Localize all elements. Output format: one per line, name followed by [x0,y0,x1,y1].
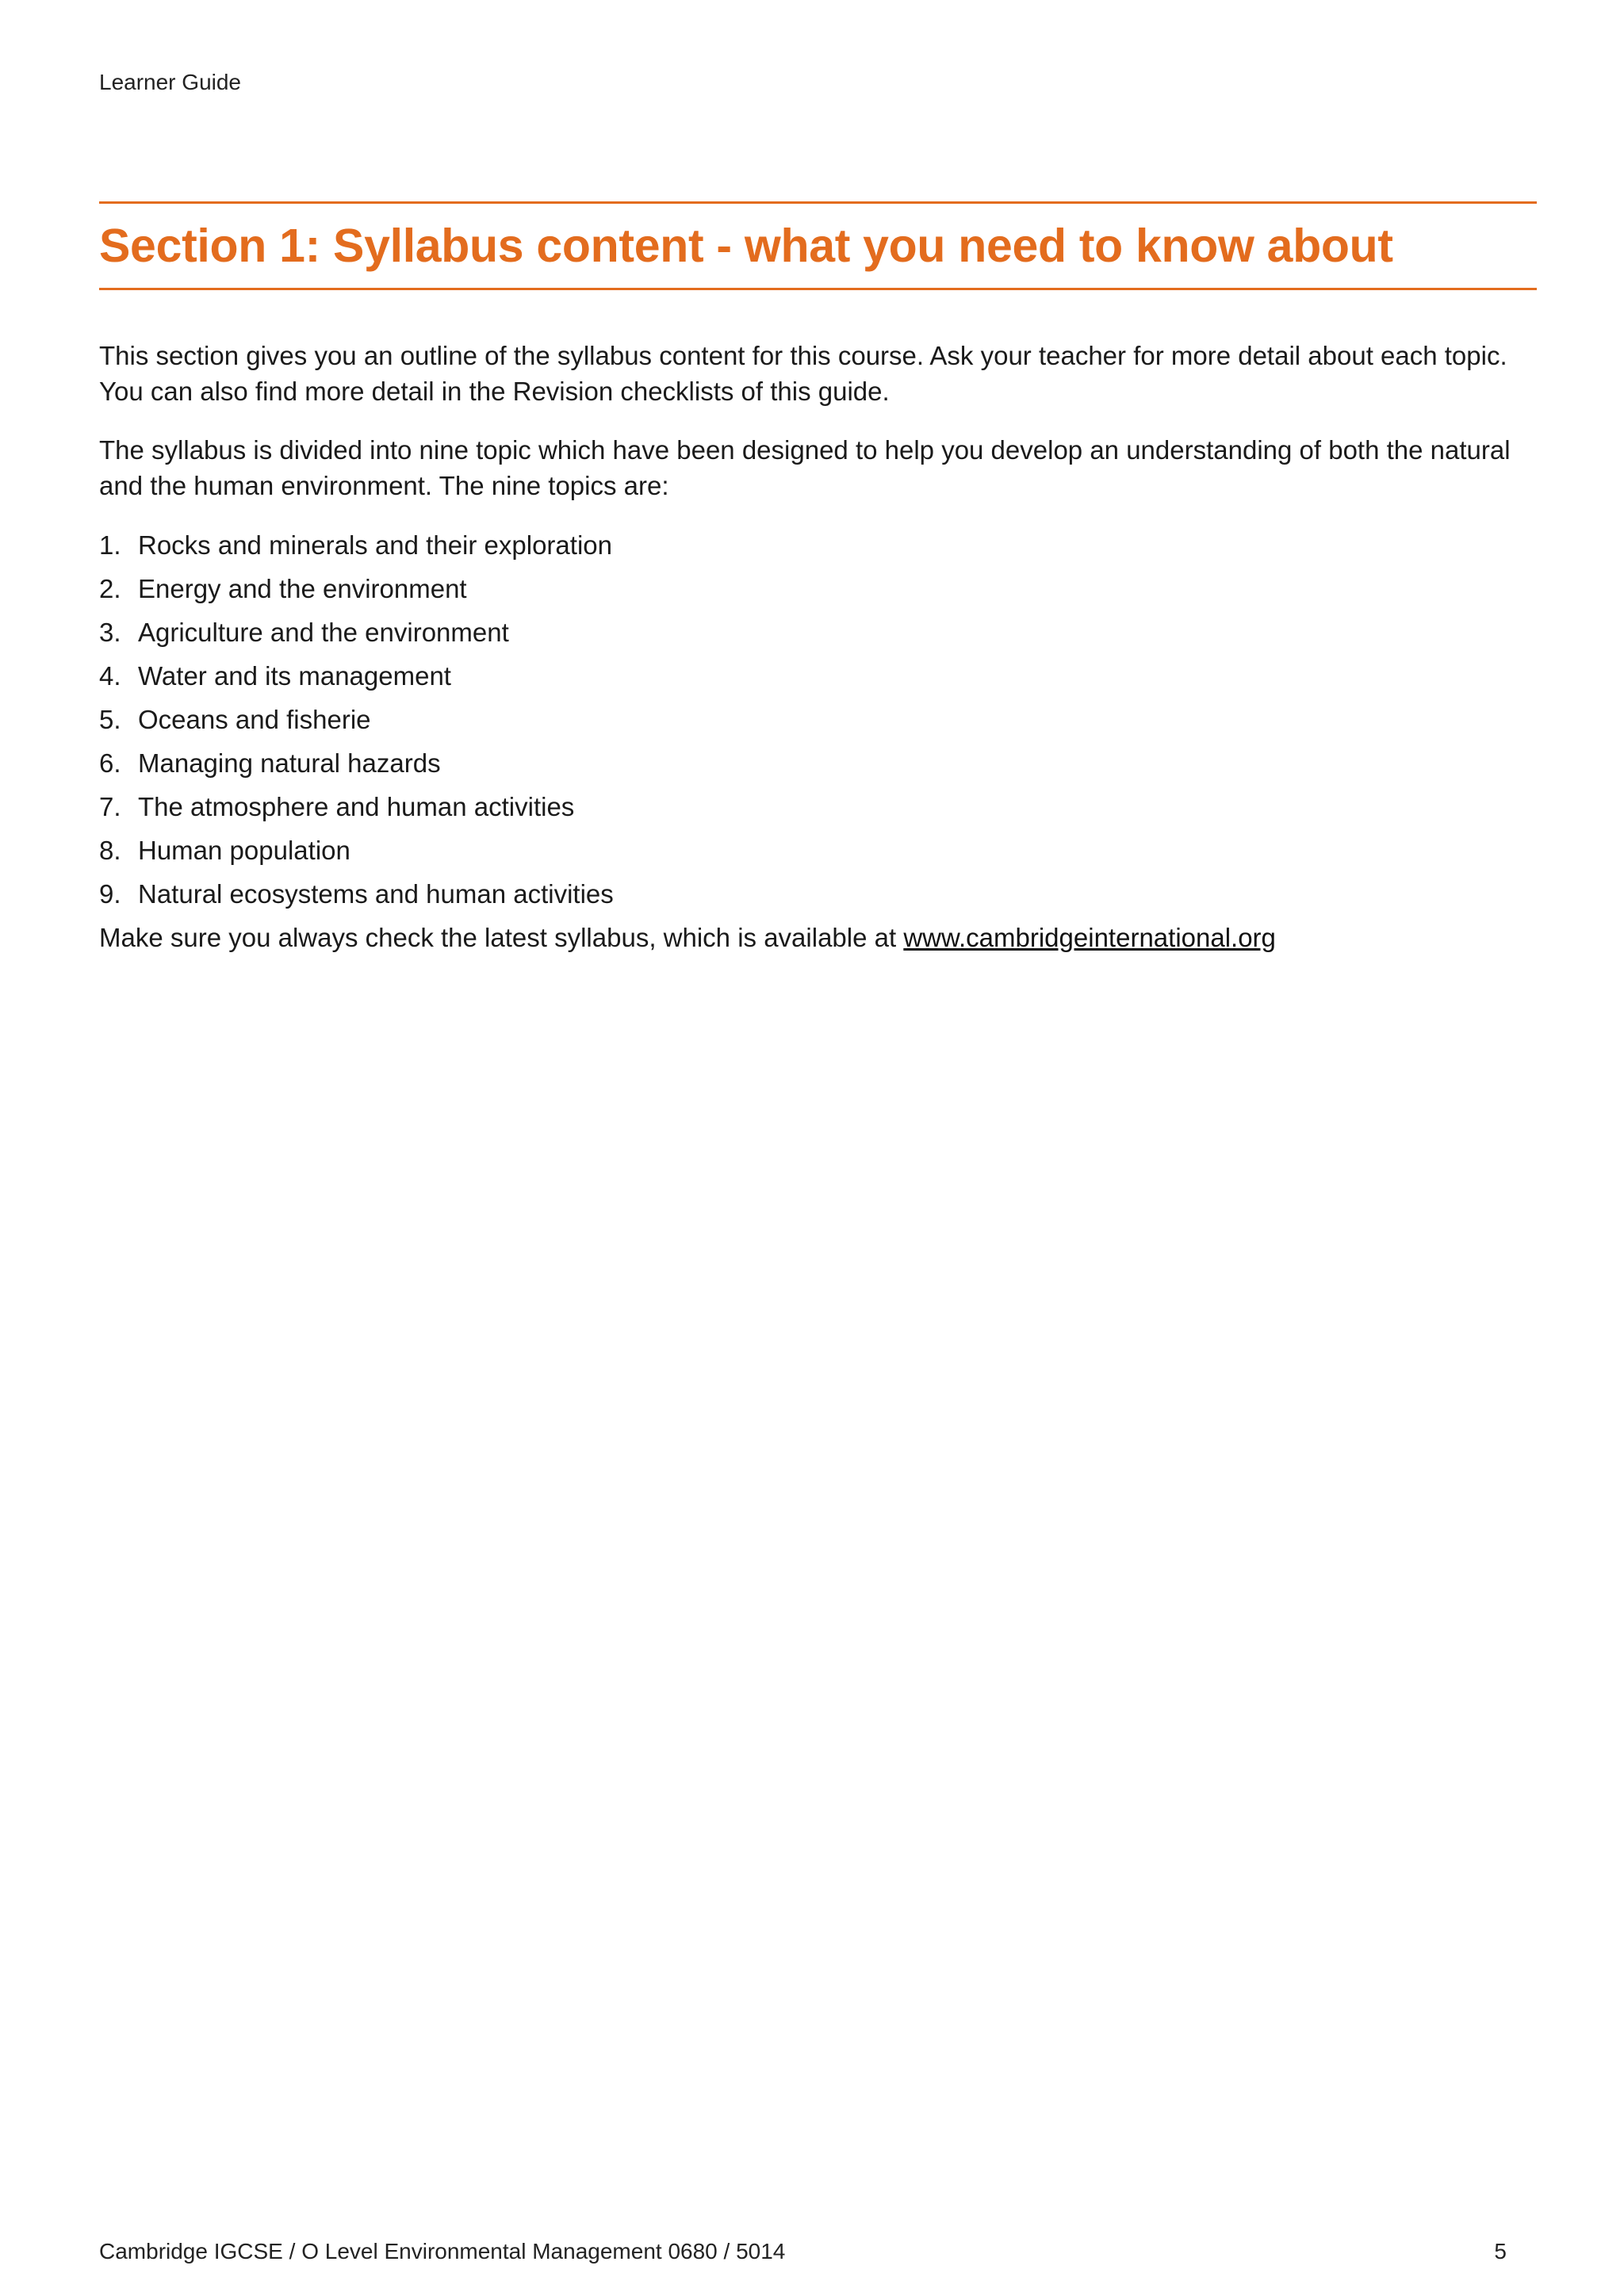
topic-label: Human population [138,836,350,865]
topic-number: 3. [99,618,121,647]
topics-intro-paragraph: The syllabus is divided into nine topic which have been designed to help you develop an understanding of both the natural and the human environment. The nine topics are: [99,435,1511,500]
topic-label: Natural ecosystems and human activities [138,879,614,909]
list-item [99,658,614,702]
list-item [99,745,614,789]
list-item [99,832,614,876]
check-note-text: Make sure you always check the latest syllabus, which is available at [99,923,904,952]
topic-label: The atmosphere and human activities [138,792,575,821]
page-number: 5 [1494,2239,1507,2263]
topic-label: Oceans and fisherie [138,705,371,734]
list-item [99,702,614,745]
topic-number: 8. [99,836,121,865]
intro-paragraph: This section gives you an outline of the syllabus content for this course. Ask your teacher for more detail about each topic. You can also find more detail in the Revision checklists of this guide. [99,341,1507,406]
title-rule-top [99,201,1537,204]
topic-number: 6. [99,748,121,778]
footer-document-title: Cambridge IGCSE / O Level Environmental Management 0680 / 5014 [99,2239,786,2263]
topic-label: Energy and the environment [138,574,467,603]
title-rule-bottom [99,288,1537,290]
topic-number: 7. [99,792,121,821]
topic-label: Rocks and minerals and their exploration [138,530,612,560]
topic-number: 9. [99,879,121,909]
list-item [99,789,614,832]
list-item [99,527,614,571]
section-title: Section 1: Syllabus content - what you need to know about [99,220,1393,272]
topic-label: Water and its management [138,661,451,691]
topic-number: 4. [99,661,121,691]
cambridge-website-link[interactable]: www.cambridgeinternational.org [903,923,1276,952]
topic-label: Managing natural hazards [138,748,441,778]
syllabus-check-note [99,920,1276,955]
topic-number: 5. [99,705,121,734]
list-item [99,876,614,920]
topic-list [99,527,614,920]
list-item [99,614,614,658]
list-item [99,571,614,614]
running-header: Learner Guide [99,70,242,94]
topic-label: Agriculture and the environment [138,618,509,647]
topic-number: 1. [99,530,121,560]
topic-number: 2. [99,574,121,603]
